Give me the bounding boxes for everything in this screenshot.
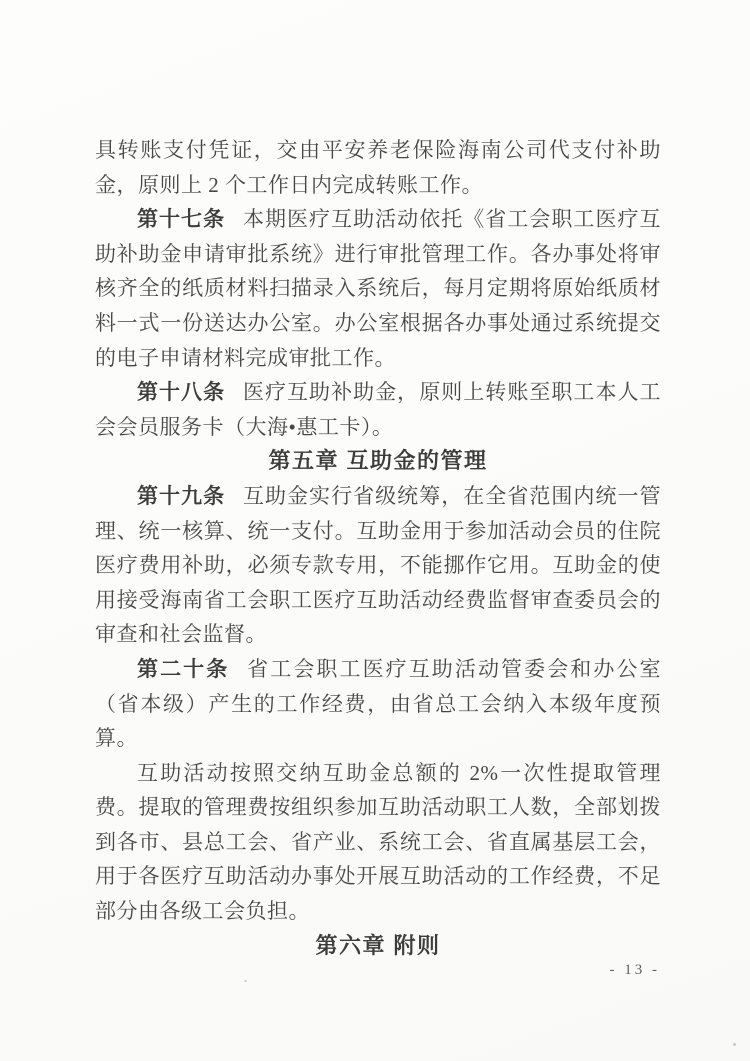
article-19-number: 第十九条: [137, 483, 226, 508]
paragraph-text: 本期医疗互助活动依托《省工会职工医疗互助补助金申请审批系统》进行审批管理工作。各办事处将审核齐全的纸质材料扫描录入系统后，每月定期将原始纸质材料一式一份送达办公室。办公室根据各办事处通过系统提交的电子申请材料完成审批工作。: [95, 207, 662, 370]
paragraph-management-fee: [95, 756, 661, 929]
paragraph-text: 省工会职工医疗互助活动管委会和办公室（省本级）产生的工作经费，由省总工会纳入本级年度预算。: [95, 656, 662, 751]
document-body: [95, 133, 661, 963]
scan-speck: [733, 1043, 736, 1046]
paragraph-article-18: [95, 375, 661, 444]
scan-speck: [244, 980, 247, 982]
chapter-5-heading: 第五章 互助金的管理: [268, 448, 488, 474]
article-17-number: 第十七条: [137, 207, 226, 232]
paragraph-article-17: [95, 202, 661, 375]
paragraph-text: 具转账支付凭证，交由平安养老保险海南公司代支付补助金，原则上 2 个工作日内完成转账工作。: [95, 138, 661, 197]
chapter-6-heading: 第六章 附则: [315, 932, 441, 958]
article-18-number: 第十八条: [137, 380, 226, 405]
paragraph-text: 互助金实行省级统筹，在全省范围内统一管理、统一核算、统一支付。互助金用于参加活动会员的住院医疗费用补助，必须专款专用，不能挪作它用。互助金的使用接受海南省工会职工医疗互助活动经费监督审查委员会的审查和社会监督。: [95, 483, 662, 647]
paragraph-text: 医疗互助补助金，原则上转账至职工本人工会会员服务卡（大海•惠工卡）。: [95, 380, 662, 439]
article-20-number: 第二十条: [137, 656, 230, 681]
paragraph-article-19: [95, 479, 661, 652]
paragraph-continuation: [95, 133, 661, 202]
paragraph-text: 互助活动按照交纳互助金总额的 2%一次性提取管理费。提取的管理费按组织参加互助活动职工人数，全部划拨到各市、县总工会、省产业、系统工会、省直属基层工会，用于各医疗互助活动办事处开展互助活动的工作经费，不足部分由各级工会负担。: [95, 760, 661, 924]
paragraph-article-20: [95, 652, 661, 756]
page-number: - 13 -: [609, 962, 660, 978]
